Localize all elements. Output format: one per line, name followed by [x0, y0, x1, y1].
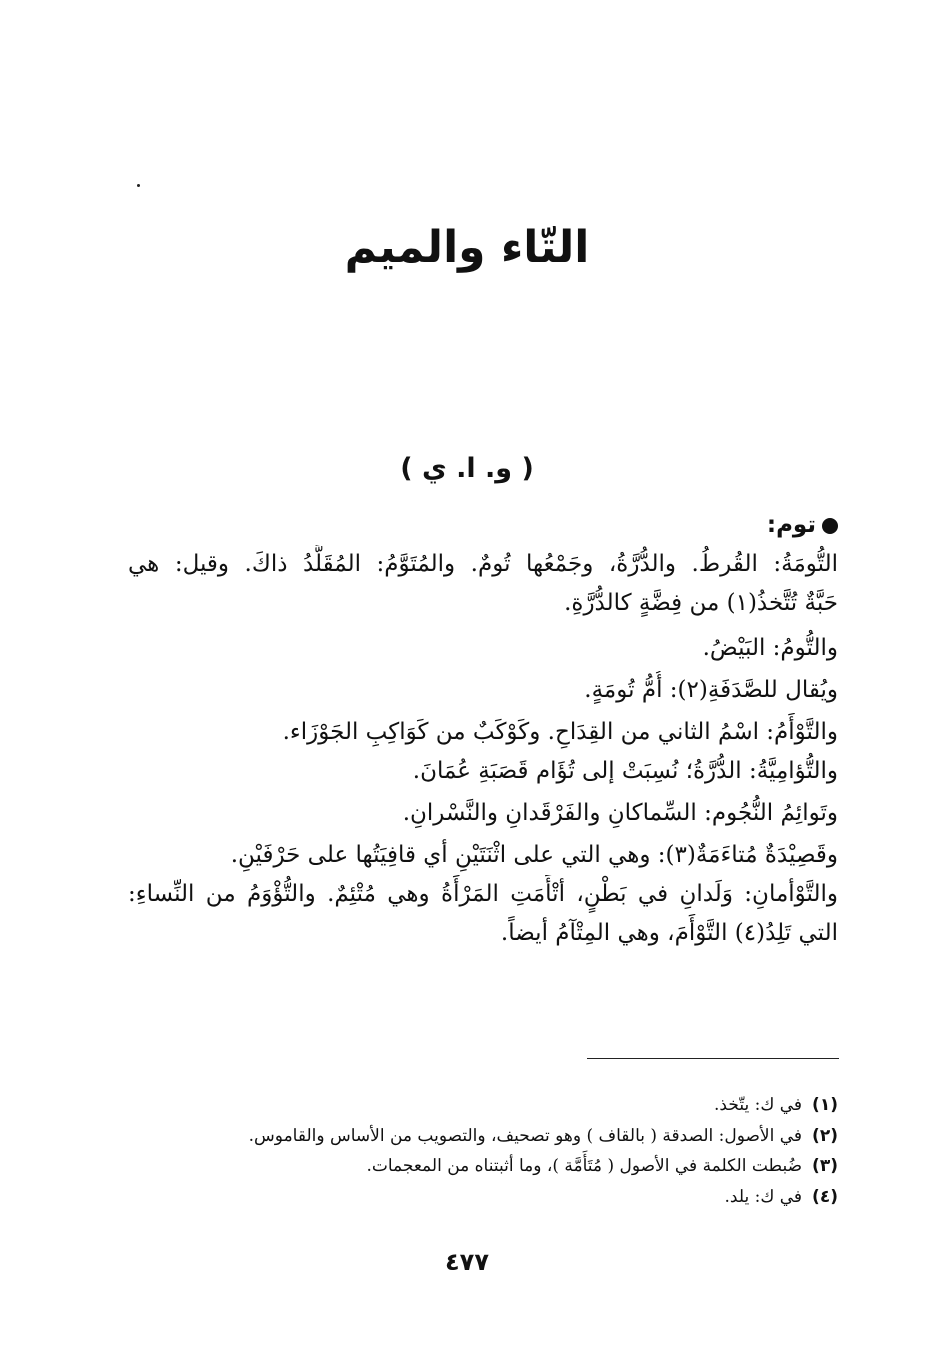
entry-body	[128, 506, 838, 953]
footnote-text: ضُبطت الكلمة في الأصول ( مُتَأَمَّة )، وما أثبتناه من المعجمات.	[366, 1156, 803, 1176]
section-heading: ( و. ا. ي )	[400, 453, 534, 484]
footnote	[150, 1121, 838, 1152]
footnote	[150, 1090, 838, 1121]
entry-head-line	[128, 506, 838, 545]
footnotes	[150, 1090, 838, 1212]
footnote	[150, 1182, 838, 1213]
body-line: التي تَلِدُ(٤) التَّوْأَمَ، وهي المِتْآمُ أيضاً.	[500, 920, 838, 946]
page-speck	[137, 184, 140, 187]
footnote-number: (٤)	[812, 1186, 838, 1207]
page-number: ٤٧٧	[445, 1248, 489, 1276]
body-line: ويُقال للصَّدَفَةِ(٢): أُمُّ تُومَةٍ.	[584, 677, 838, 703]
body-line: والتُّؤامِيَّةُ: الدُّرَّةُ؛ نُسِبَتْ إلى تُؤَام قَصَبَةِ عُمَانَ.	[412, 758, 838, 784]
body-line: وتَوائِمُ النُّجُوم: السِّماكانِ والفَرْقَدانِ والنَّسْرانِ.	[402, 800, 838, 826]
footnote-number: (٣)	[812, 1156, 838, 1176]
body-line: حَبَّةٌ تُتَّخذُ(١) من فِضَّةٍ كالدُّرَّةِ.	[564, 590, 838, 616]
footnote-number: (١)	[812, 1095, 838, 1115]
bullet-icon	[822, 518, 838, 534]
body-line: وقَصِيْدَةٌ مُتاءَمَةٌ(٣): وهي التي على اثْنَتَيْنِ أي قافِيَتُها على حَرْفَيْنِ.	[230, 842, 838, 868]
entry-head: توم:	[766, 512, 816, 538]
footnote-number: (٢)	[812, 1125, 838, 1146]
footnote	[150, 1151, 838, 1182]
body-line: التُّومَةُ: القُرطُ. والدُّرَّةُ، وجَمْعُها تُومٌ. والمُتَوَّمُ: المُقَلَّدُ ذاكَ. وقيل: هي	[128, 551, 838, 577]
body-line: والتَّوْأمانِ: وَلَدانِ في بَطْنٍ، أتْأَمَتِ المَرْأَةُ وهي مُتْئِمٌ. والتُّؤْوَمُ من النِّساءِ:	[128, 881, 838, 907]
footnote-text: في ك: يلد.	[724, 1186, 803, 1207]
footnote-text: في الأصول: الصدقة ( بالقاف ) وهو تصحيف، والتصويب من الأساس والقاموس.	[248, 1125, 803, 1146]
chapter-title: التّاء والميم	[344, 222, 590, 273]
footnote-text: في ك: يتّخذ.	[714, 1095, 803, 1115]
body-line: والتُّومُ: البَيْضُ.	[702, 635, 838, 661]
footnote-divider	[587, 1058, 839, 1059]
body-line: والتَّوْأَمُ: اسْمُ الثاني من القِدَاحِ. وكَوْكَبٌ من كَوَاكِبِ الجَوْزَاء.	[282, 719, 838, 745]
